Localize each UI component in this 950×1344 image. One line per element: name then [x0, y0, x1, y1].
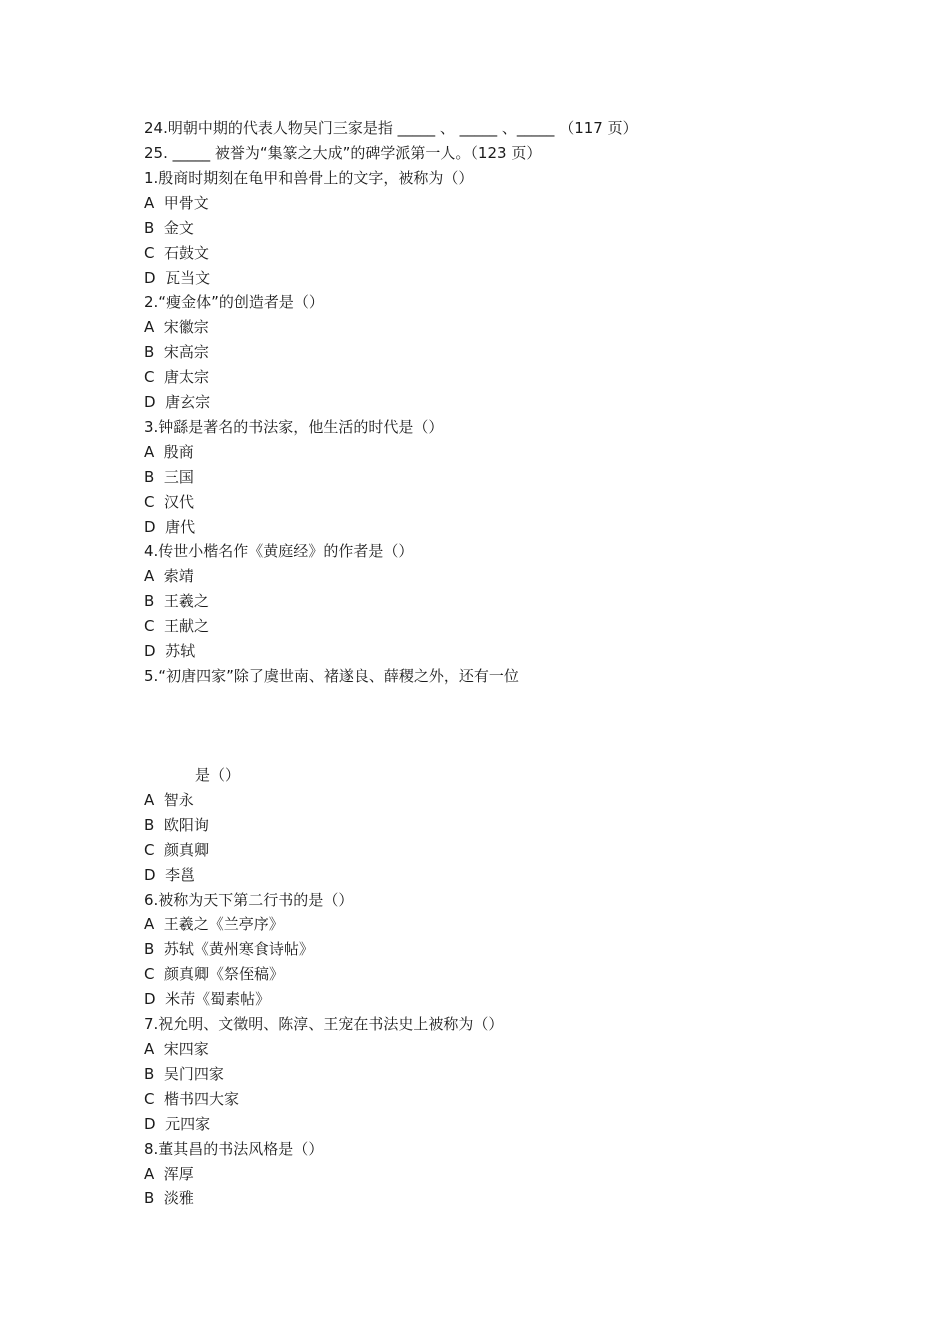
- option-6d: D 米芾《蜀素帖》: [144, 990, 271, 1008]
- question-3: 3.钟繇是著名的书法家，他生活的时代是（）: [144, 418, 444, 436]
- option-6a: A 王羲之《兰亭序》: [144, 915, 284, 933]
- option-2d: D 唐玄宗: [144, 393, 211, 411]
- option-7c: C 楷书四大家: [144, 1090, 240, 1108]
- option-1b: B 金文: [144, 219, 194, 237]
- option-1d: D 瓦当文: [144, 269, 211, 287]
- option-6c: C 颜真卿《祭侄稿》: [144, 965, 285, 983]
- option-7b: B 吴门四家: [144, 1065, 224, 1083]
- option-4b: B 王羲之: [144, 592, 209, 610]
- question-5-continuation: 是（）: [195, 766, 241, 784]
- option-7d: D 元四家: [144, 1115, 211, 1133]
- option-1c: C 石鼓文: [144, 244, 210, 262]
- question-8: 8.董其昌的书法风格是（）: [144, 1140, 324, 1158]
- option-8a: A 浑厚: [144, 1165, 194, 1183]
- question-24: 24.明朝中期的代表人物吴门三家是指 _____ 、 _____ 、_____ （117 页）: [144, 119, 638, 137]
- option-3d: D 唐代: [144, 518, 196, 536]
- question-25: 25. _____ 被誉为“集篆之大成”的碑学派第一人。（123 页）: [144, 144, 542, 162]
- option-5c: C 颜真卿: [144, 841, 210, 859]
- option-4c: C 王献之: [144, 617, 210, 635]
- option-3b: B 三国: [144, 468, 194, 486]
- option-5b: B 欧阳询: [144, 816, 209, 834]
- question-6: 6.被称为天下第二行书的是（）: [144, 891, 354, 909]
- option-2a: A 宋徽宗: [144, 318, 209, 336]
- option-7a: A 宋四家: [144, 1040, 209, 1058]
- option-8b: B 淡雅: [144, 1189, 194, 1207]
- option-5a: A 智永: [144, 791, 194, 809]
- option-4d: D 苏轼: [144, 642, 196, 660]
- option-6b: B 苏轼《黄州寒食诗帖》: [144, 940, 314, 958]
- option-4a: A 索靖: [144, 567, 194, 585]
- option-3c: C 汉代: [144, 493, 195, 511]
- question-5: 5.“初唐四家”除了虞世南、褚遂良、薛稷之外，还有一位: [144, 667, 519, 685]
- option-3a: A 殷商: [144, 443, 194, 461]
- question-2: 2.“瘦金体”的创造者是（）: [144, 293, 324, 311]
- option-2c: C 唐太宗: [144, 368, 210, 386]
- question-7: 7.祝允明、文徵明、陈淳、王宠在书法史上被称为（）: [144, 1015, 504, 1033]
- option-2b: B 宋高宗: [144, 343, 209, 361]
- question-1: 1.殷商时期刻在龟甲和兽骨上的文字，被称为（）: [144, 169, 474, 187]
- option-1a: A 甲骨文: [144, 194, 209, 212]
- option-5d: D 李邕: [144, 866, 196, 884]
- question-4: 4.传世小楷名作《黄庭经》的作者是（）: [144, 542, 414, 560]
